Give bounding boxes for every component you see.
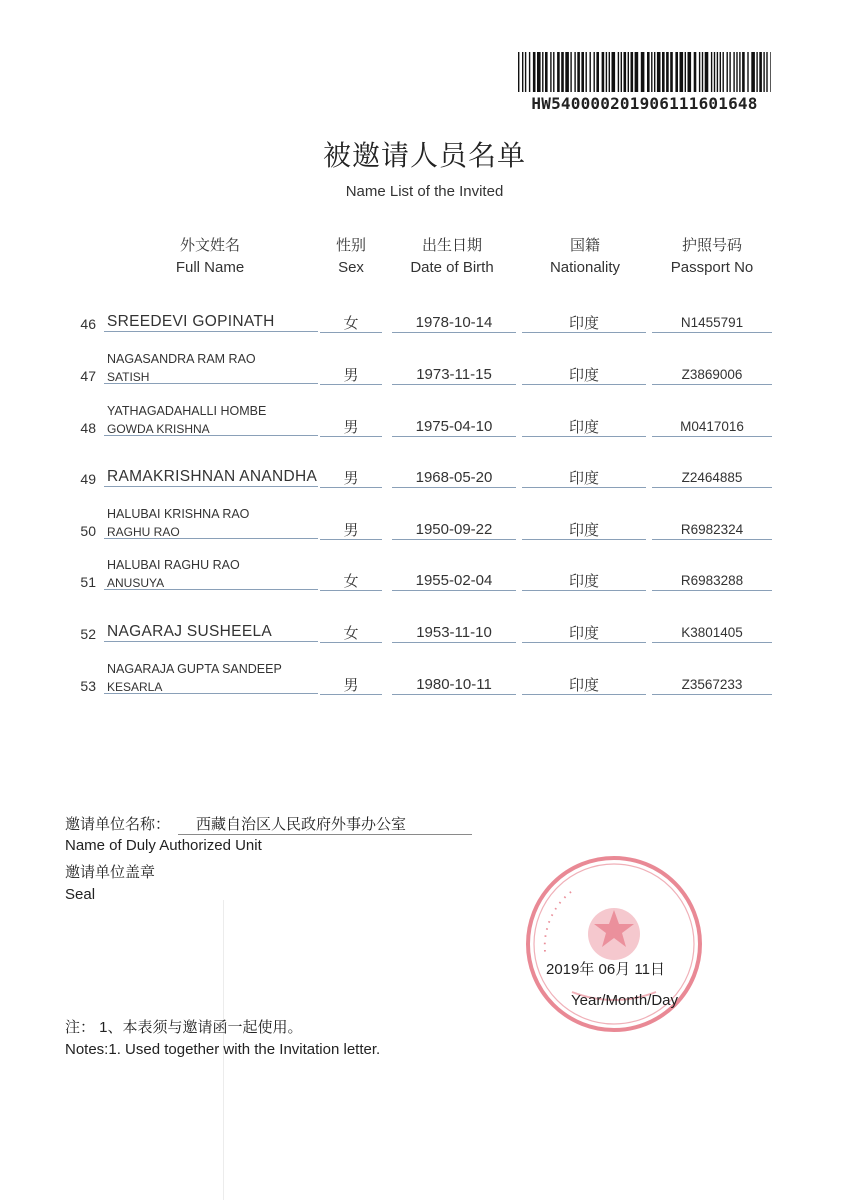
barcode-bar: [537, 52, 541, 92]
header-date-of-birth: 出生日期 Date of Birth: [410, 236, 494, 276]
header-nationality: 国籍 Nationality: [549, 236, 621, 276]
passport-value: M0417016: [652, 418, 772, 437]
barcode-bar: [594, 52, 595, 92]
barcode-bar: [759, 52, 762, 92]
nationality-value: 印度: [522, 418, 646, 437]
name-line-2: KESARLA: [107, 680, 163, 694]
seal-label-en: Seal: [65, 886, 96, 903]
table-row: [0, 558, 849, 612]
barcode-bar: [628, 52, 629, 92]
sex-value: 女: [320, 314, 382, 333]
barcode-bar: [621, 52, 622, 92]
sex-value: 男: [320, 521, 382, 540]
header-sex: 性别 Sex: [335, 236, 366, 276]
issue-date: 2019年 06月 11日: [546, 961, 665, 978]
barcode-number: HW540000201906111601648: [531, 94, 758, 113]
dob-value: 1978-10-14: [392, 314, 516, 333]
header-passport-no: 护照号码 Passport No: [670, 236, 754, 276]
barcode-bar: [518, 52, 519, 92]
barcode-bar: [705, 52, 709, 92]
barcode-bar: [711, 52, 712, 92]
barcode-bar: [557, 52, 560, 92]
barcode-bar: [763, 52, 764, 92]
barcode-bar: [733, 52, 734, 92]
passport-value: Z3567233: [652, 676, 772, 695]
svg-text:··········: ··········: [535, 882, 580, 954]
name-line-1: YATHAGADAHALLI HOMBE: [107, 404, 267, 418]
nationality-value: 印度: [522, 624, 646, 643]
dob-value: 1950-09-22: [392, 521, 516, 540]
row-number: 48: [80, 420, 96, 436]
barcode-bar: [586, 52, 587, 92]
note-zh: 注： 1、本表须与邀请函一起使用。: [65, 1019, 303, 1036]
name-line-2: RAGHU RAO: [107, 525, 180, 539]
name-line-1: HALUBAI KRISHNA RAO: [107, 507, 250, 521]
dob-value: 1955-02-04: [392, 572, 516, 591]
barcode-bar: [550, 52, 551, 92]
barcode-bar: [561, 52, 564, 92]
barcode-bar: [680, 52, 684, 92]
nationality-value: 印度: [522, 521, 646, 540]
barcode-bar: [596, 52, 599, 92]
barcode-bar: [670, 52, 673, 92]
barcode-bar: [522, 52, 523, 92]
table-row: [0, 467, 849, 509]
barcode-bar: [675, 52, 678, 92]
barcode-bar: [618, 52, 619, 92]
table-row: [0, 352, 849, 406]
barcode-bar: [570, 52, 571, 92]
barcode-bar: [717, 52, 718, 92]
barcode-bar: [651, 52, 652, 92]
name-underline: [104, 486, 318, 487]
barcode-bar: [662, 52, 665, 92]
sex-value: 男: [320, 676, 382, 695]
barcode-bar: [766, 52, 767, 92]
barcode-bar: [581, 52, 584, 92]
table-row: [0, 662, 849, 716]
barcode-bar: [685, 52, 686, 92]
page-title-zh: 被邀请人员名单: [322, 139, 526, 172]
barcode-icon: [518, 52, 771, 92]
full-name: RAMAKRISHNAN ANANDHA: [107, 468, 318, 485]
barcode-bar: [702, 52, 703, 92]
row-number: 47: [80, 368, 96, 384]
barcode-bar: [542, 52, 543, 92]
barcode-bar: [742, 52, 745, 92]
page-title-en: Name List of the Invited: [345, 183, 504, 200]
barcode-bar: [739, 52, 740, 92]
dob-value: 1980-10-11: [392, 676, 516, 695]
barcode-bar: [641, 52, 645, 92]
dob-value: 1973-11-15: [392, 366, 516, 385]
barcode-bar: [525, 52, 526, 92]
name-line-2: GOWDA KRISHNA: [107, 422, 210, 436]
row-number: 51: [80, 574, 96, 590]
barcode-bar: [609, 52, 610, 92]
name-underline: [104, 641, 318, 642]
row-number: 53: [80, 678, 96, 694]
barcode-bar: [631, 52, 634, 92]
row-number: 50: [80, 523, 96, 539]
nationality-value: 印度: [522, 366, 646, 385]
barcode-bar: [751, 52, 755, 92]
sex-value: 女: [320, 624, 382, 643]
row-number: 52: [80, 626, 96, 642]
name-line-2: ANUSUYA: [107, 576, 165, 590]
passport-value: R6982324: [652, 521, 772, 540]
barcode-bar: [723, 52, 724, 92]
barcode-bar: [529, 52, 530, 92]
barcode-bar: [654, 52, 655, 92]
barcode-bar: [553, 52, 554, 92]
barcode-bar: [729, 52, 730, 92]
barcode-bar: [666, 52, 669, 92]
table-row: [0, 622, 849, 664]
name-line-1: HALUBAI RAGHU RAO: [107, 558, 240, 572]
passport-value: R6983288: [652, 572, 772, 591]
seal-label-zh: 邀请单位盖章: [65, 864, 156, 881]
passport-value: Z3869006: [652, 366, 772, 385]
barcode-bar: [699, 52, 700, 92]
sex-value: 男: [320, 366, 382, 385]
name-line-1: NAGASANDRA RAM RAO: [107, 352, 256, 366]
sex-value: 男: [320, 418, 382, 437]
barcode-bar: [602, 52, 605, 92]
barcode-bar: [635, 52, 639, 92]
nationality-value: 印度: [522, 572, 646, 591]
date-label-en: Year/Month/Day: [571, 992, 679, 1009]
note-en: Notes:1. Used together with the Invitation letter.: [65, 1041, 381, 1058]
barcode-bar: [720, 52, 721, 92]
barcode-bar: [714, 52, 715, 92]
row-number: 49: [80, 471, 96, 487]
barcode-bar: [657, 52, 661, 92]
barcode-bar: [694, 52, 697, 92]
passport-value: K3801405: [652, 624, 772, 643]
nationality-value: 印度: [522, 676, 646, 695]
passport-value: N1455791: [652, 314, 772, 333]
barcode-bar: [647, 52, 650, 92]
sex-value: 女: [320, 572, 382, 591]
barcode-bar: [574, 52, 575, 92]
dob-value: 1953-11-10: [392, 624, 516, 643]
barcode-bar: [590, 52, 591, 92]
barcode-bar: [624, 52, 627, 92]
unit-label-en: Name of Duly Authorized Unit: [65, 837, 262, 854]
passport-value: Z2464885: [652, 469, 772, 488]
barcode-bar: [612, 52, 616, 92]
full-name: NAGARAJ SUSHEELA: [107, 623, 273, 640]
full-name: SREEDEVI GOPINATH: [107, 313, 275, 330]
sex-value: 男: [320, 469, 382, 488]
unit-label-zh: 邀请单位名称：: [65, 816, 171, 833]
barcode-bar: [577, 52, 580, 92]
table-row: [0, 404, 849, 458]
table-row: [0, 507, 849, 561]
name-line-1: NAGARAJA GUPTA SANDEEP: [107, 662, 282, 676]
dob-value: 1968-05-20: [392, 469, 516, 488]
row-number: 46: [80, 316, 96, 332]
unit-value: 西藏自治区人民政府外事办公室: [178, 813, 472, 835]
barcode-bar: [565, 52, 569, 92]
table-row: [0, 312, 849, 354]
nationality-value: 印度: [522, 314, 646, 333]
barcode-bar: [533, 52, 536, 92]
barcode-bar: [545, 52, 548, 92]
header-full-name: 外文姓名 Full Name: [175, 236, 245, 276]
barcode-bar: [727, 52, 728, 92]
barcode-bar: [606, 52, 607, 92]
barcode-bar: [688, 52, 692, 92]
name-underline: [104, 331, 318, 332]
barcode-bar: [770, 52, 771, 92]
barcode-bar: [736, 52, 737, 92]
dob-value: 1975-04-10: [392, 418, 516, 437]
name-line-2: SATISH: [107, 370, 150, 384]
nationality-value: 印度: [522, 469, 646, 488]
barcode-bar: [756, 52, 757, 92]
barcode-bar: [747, 52, 748, 92]
